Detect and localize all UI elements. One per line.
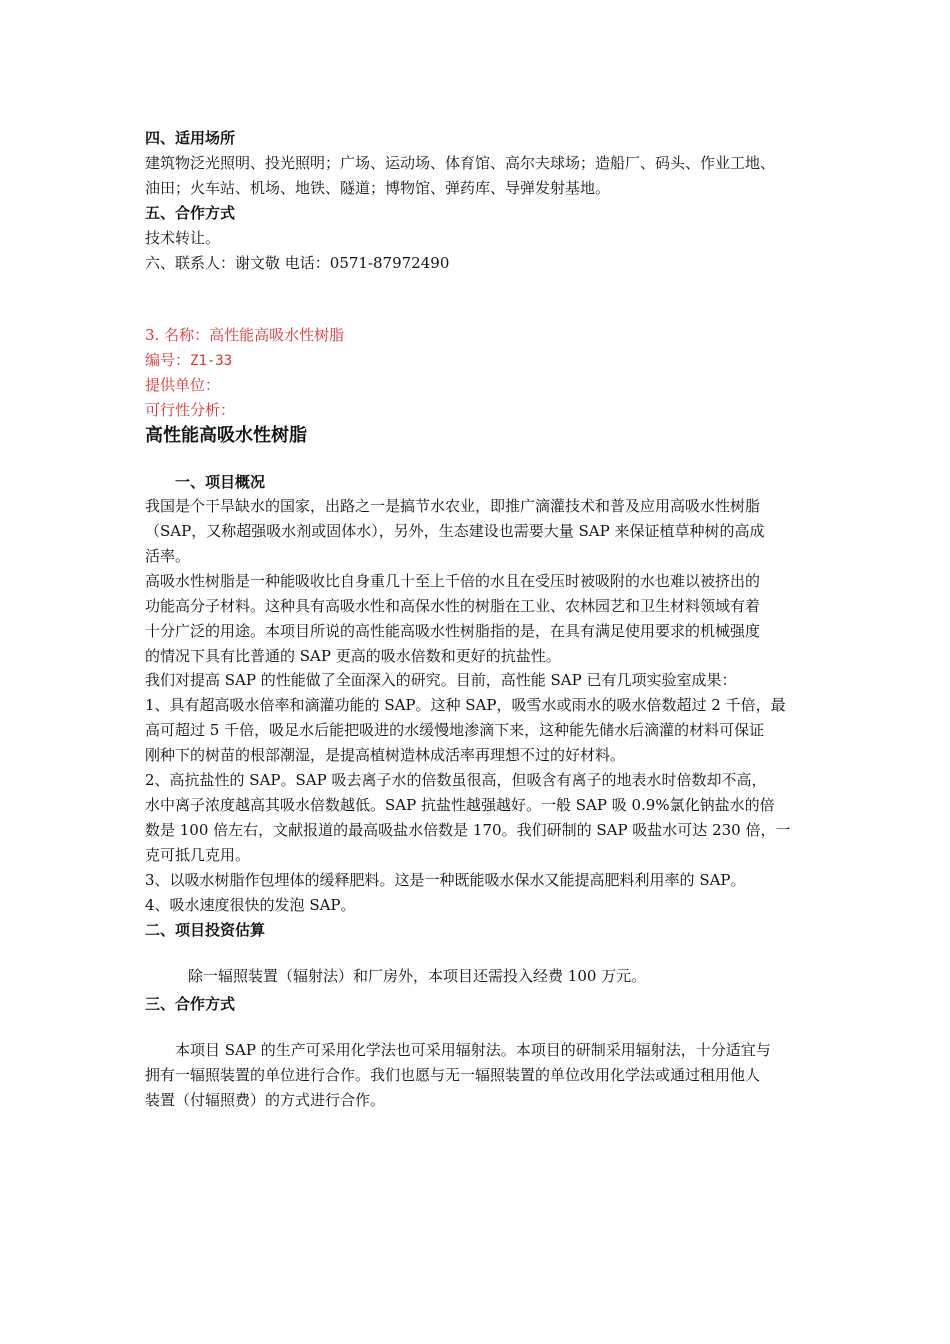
result-1-line-1: 1、具有超高吸水倍率和滴灌功能的 SAP。这种 SAP，吸雪水或雨水的吸水倍数超过 2 千倍，最 xyxy=(145,696,786,714)
result-3: 3、以吸水树脂作包埋体的缓释肥料。这是一种既能吸水保水又能提高肥料利用率的 SAP。 xyxy=(145,871,746,889)
cooperation-line-2: 拥有一辐照装置的单位进行合作。我们也愿与无一辐照装置的单位改用化学法或通过租用他人 xyxy=(145,1066,761,1084)
item-3-number xyxy=(145,351,810,370)
item-3-provider: 提供单位： xyxy=(145,376,221,394)
result-1-line-3: 刚种下的树苗的根部潮湿，是提高植树造林成活率再理想不过的好材料。 xyxy=(145,746,626,764)
result-2-line-3: 数是 100 倍左右，文献报道的最高吸盐水倍数是 170。我们研制的 SAP 吸盐水可达 230 倍，一 xyxy=(145,821,791,839)
result-2-line-4: 克可抵几克用。 xyxy=(145,846,251,864)
section-4-text-line-2: 油田；火车站、机场、地铁、隧道；博物馆、弹药库、导弹发射基地。 xyxy=(145,179,611,197)
result-1-line-2: 高可超过 5 千倍，吸足水后能把吸进的水缓慢地渗滴下来，这种能先储水后滴灌的材料可保证 xyxy=(145,721,765,739)
result-2-line-1: 2、高抗盐性的 SAP。SAP 吸去离子水的倍数虽很高，但吸含有离子的地表水时倍数却不高， xyxy=(145,771,767,789)
paragraph-2-line-3: 十分广泛的用途。本项目所说的高性能高吸水性树脂指的是，在具有满足使用要求的机械强度 xyxy=(145,622,761,640)
result-4: 4、吸水速度很快的发泡 SAP。 xyxy=(145,896,356,914)
paragraph-3: 我们对提高 SAP 的性能做了全面深入的研究。目前，高性能 SAP 已有几项实验室成果： xyxy=(145,671,737,689)
cooperation-line-1: 本项目 SAP 的生产可采用化学法也可采用辐射法。本项目的研制采用辐射法，十分适宜与 xyxy=(175,1041,771,1059)
paragraph-1-line-2: （SAP，又称超强吸水剂或固体水），另外，生态建设也需要大量 SAP 来保证植草种树的高成 xyxy=(145,522,765,540)
section-5-text: 技术转让。 xyxy=(145,229,221,247)
cooperation-line-3: 装置（付辐照费）的方式进行合作。 xyxy=(145,1091,386,1109)
investment-text: 除一辐照装置（辐射法）和厂房外，本项目还需投入经费 100 万元。 xyxy=(188,967,647,985)
item-3-feasibility: 可行性分析： xyxy=(145,401,236,419)
section-4-heading: 四、适用场所 xyxy=(145,129,236,147)
overview-heading: 一、项目概况 xyxy=(175,473,266,491)
article-title: 高性能高吸水性树脂 xyxy=(145,425,307,446)
section-5-heading: 五、合作方式 xyxy=(145,204,236,222)
investment-heading: 二、项目投资估算 xyxy=(145,921,266,939)
item-3-name: 3. 名称：高性能高吸水性树脂 xyxy=(145,326,345,344)
section-6-contact: 六、联系人：谢文敬 电话：0571-87972490 xyxy=(145,254,450,272)
paragraph-2-line-4: 的情况下具有比普通的 SAP 更高的吸水倍数和更好的抗盐性。 xyxy=(145,647,561,665)
item-3-number-label: 编号： xyxy=(145,351,191,369)
section-4-text-line-1: 建筑物泛光照明、投光照明；广场、运动场、体育馆、高尔夫球场；造船厂、码头、作业工地、 xyxy=(145,154,776,172)
paragraph-2-line-1: 高吸水性树脂是一种能吸收比自身重几十至上千倍的水且在受压时被吸附的水也难以被挤出的 xyxy=(145,572,761,590)
paragraph-1-line-1: 我国是个干旱缺水的国家，出路之一是搞节水农业，即推广滴灌技术和普及应用高吸水性树脂 xyxy=(145,497,761,515)
paragraph-2-line-2: 功能高分子材料。这种具有高吸水性和高保水性的树脂在工业、农林园艺和卫生材料领域有着 xyxy=(145,597,761,615)
result-2-line-2: 水中离子浓度越高其吸水倍数越低。SAP 抗盐性越强越好。一般 SAP 吸 0.9%氯化钠盐水的倍 xyxy=(145,796,775,814)
cooperation-heading: 三、合作方式 xyxy=(145,995,236,1013)
item-3-number-value: Z1-33 xyxy=(190,353,233,369)
paragraph-1-line-3: 活率。 xyxy=(145,547,191,565)
